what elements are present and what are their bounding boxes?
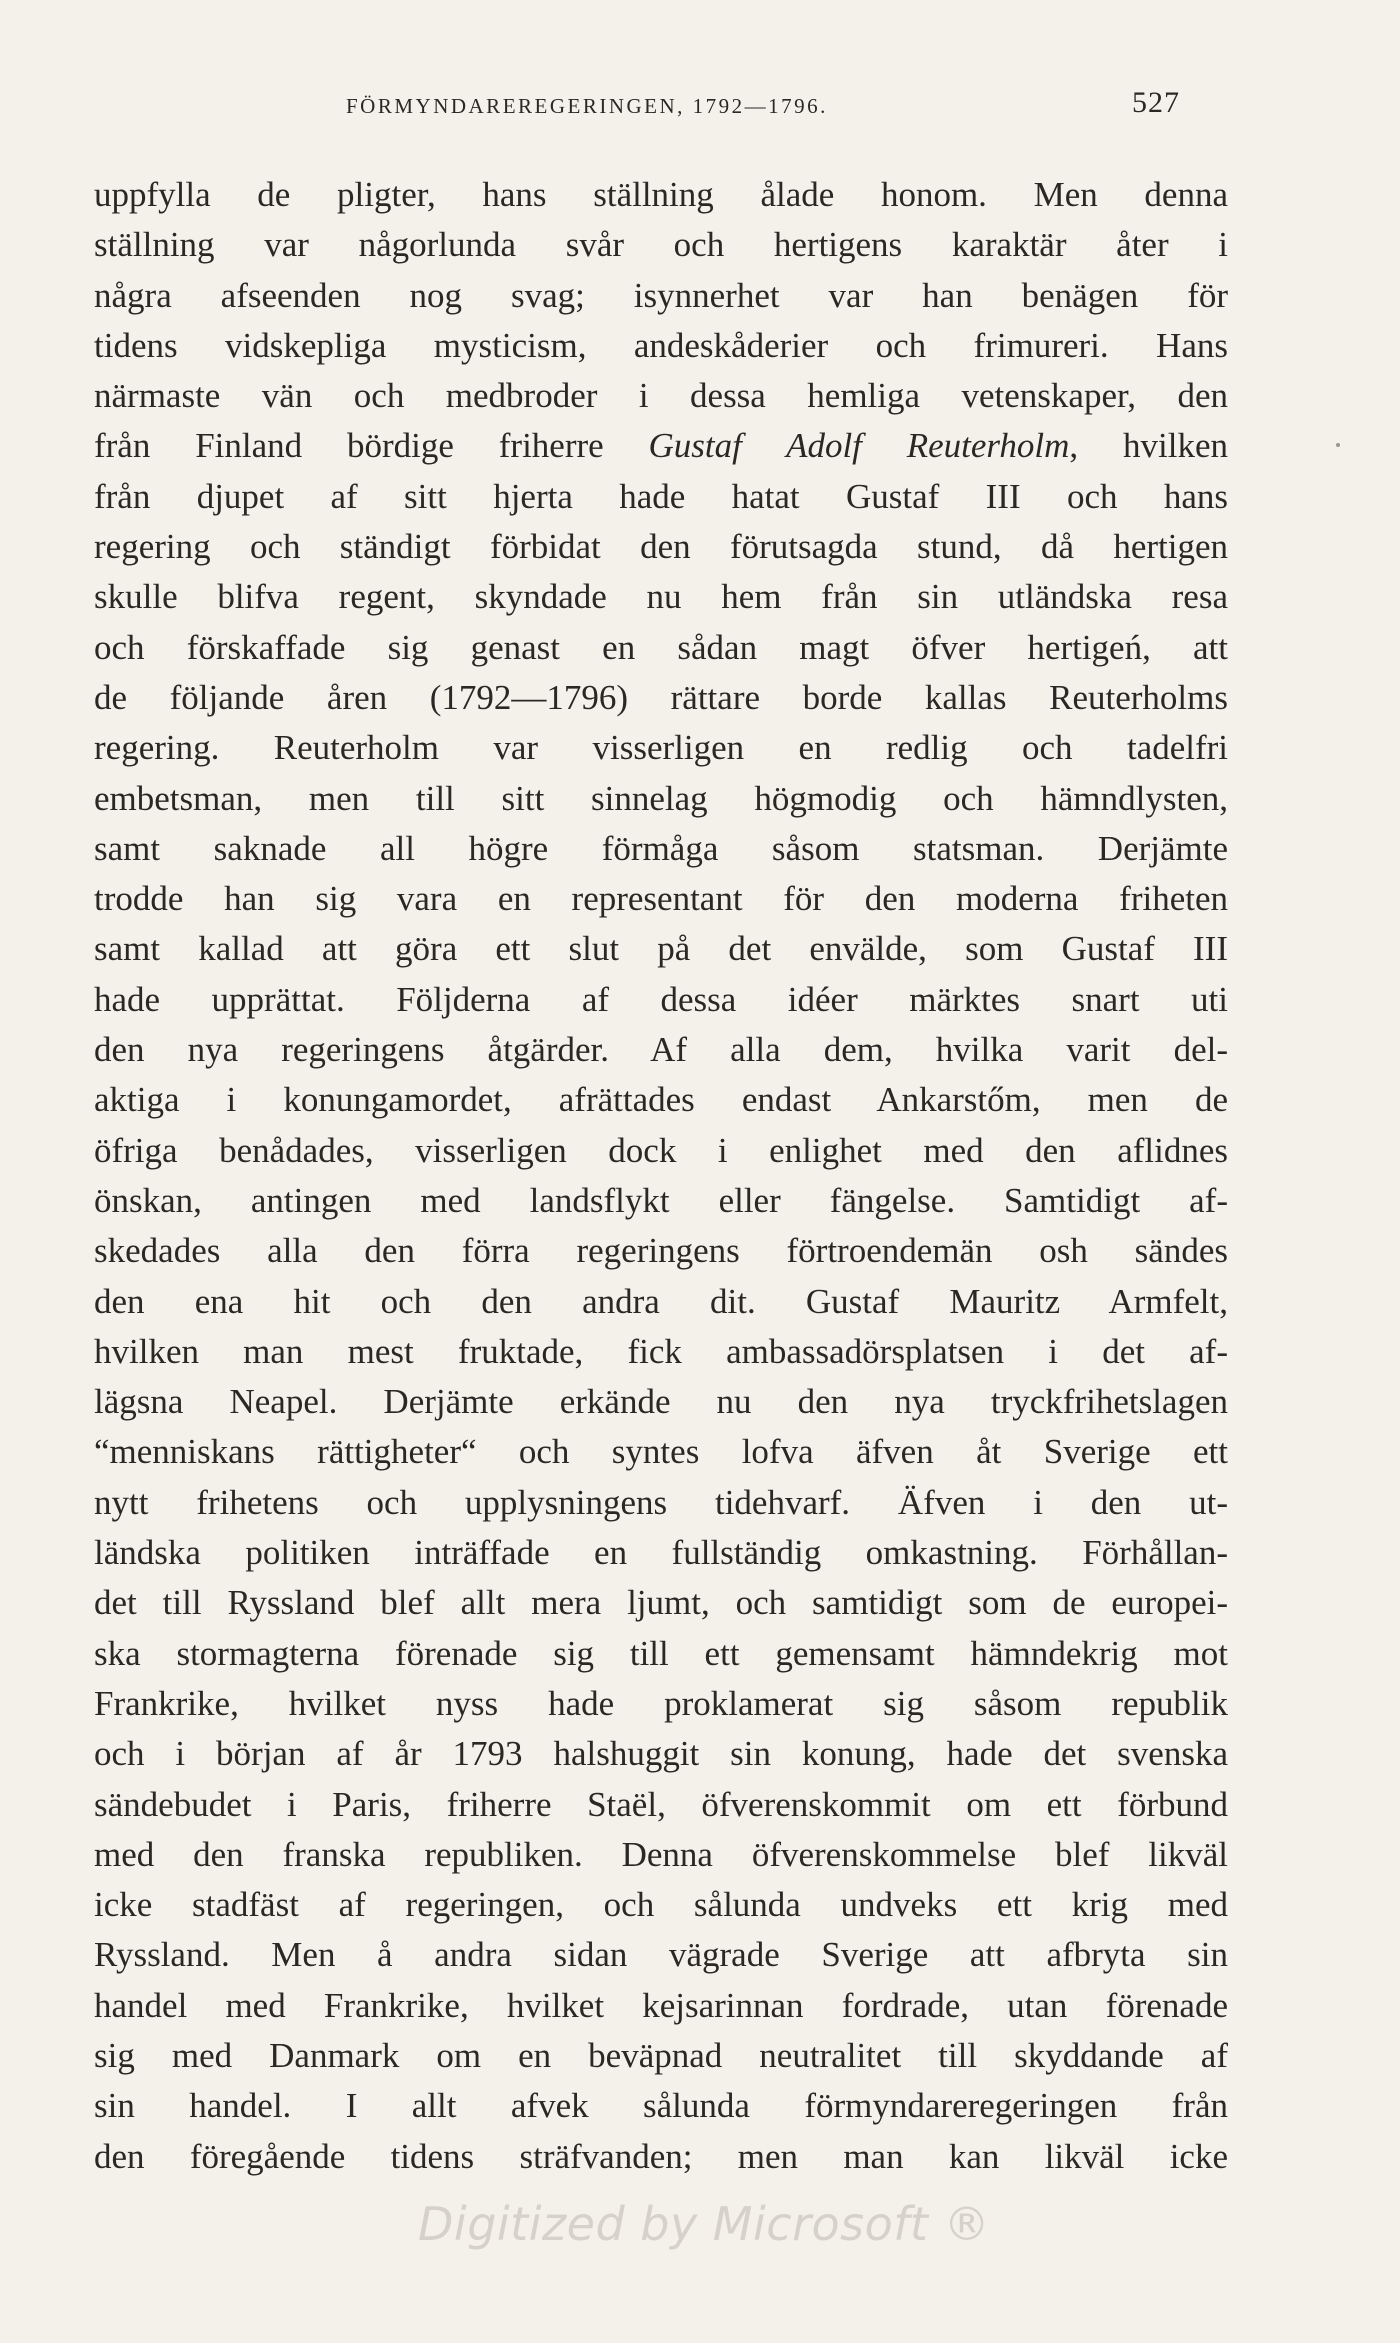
text-line: det till Ryssland blef allt mera ljumt, och samtidigt som de europei- <box>94 1583 1228 1623</box>
text-line: ländska politiken inträffade en fullständig omkastning. Förhållan- <box>94 1533 1228 1573</box>
text-line: ställning var någorlunda svår och hertigens karaktär åter i <box>94 225 1228 265</box>
digitization-watermark: Digitized by Microsoft ® <box>418 2197 991 2251</box>
text-line: de följande åren (1792—1796) rättare borde kallas Reuterholms <box>94 677 1228 717</box>
text-line: sin handel. I allt afvek sålunda förmyndareregeringen från <box>94 2086 1228 2126</box>
text-line: den nya regeringens åtgärder. Af alla dem, hvilka varit del- <box>94 1030 1228 1070</box>
text-line: hvilken man mest fruktade, fick ambassadörsplatsen i det af- <box>94 1331 1228 1371</box>
text-line: Frankrike, hvilket nyss hade proklamerat sig såsom republik <box>94 1683 1228 1723</box>
running-header: FÖRMYNDAREREGERINGEN, 1792—1796. <box>346 94 828 118</box>
text-line: närmaste vän och medbroder i dessa hemliga vetenskaper, den <box>94 376 1228 416</box>
text-line: trodde han sig vara en representant för den moderna friheten <box>94 879 1228 919</box>
text-line: samt kallad att göra ett slut på det envälde, som Gustaf III <box>94 929 1228 969</box>
text-line: “menniskans rättigheter“ och syntes lofva äfven åt Sverige ett <box>94 1432 1228 1472</box>
text-line: skulle blifva regent, skyndade nu hem från sin utländska resa <box>94 577 1228 617</box>
text-line: lägsna Neapel. Derjämte erkände nu den nya tryckfrihetslagen <box>94 1382 1228 1422</box>
text-line: tidens vidskepliga mysticism, andeskåderier och frimureri. Hans <box>94 325 1228 365</box>
body-text <box>94 170 1228 2182</box>
text-line: hade upprättat. Följderna af dessa idéer märktes snart uti <box>94 979 1228 1019</box>
text-line: regering. Reuterholm var visserligen en redlig och tadelfri <box>94 728 1228 768</box>
text-line: sändebudet i Paris, friherre Staël, öfverenskommit om ett förbund <box>94 1784 1228 1824</box>
text-line: uppfylla de pligter, hans ställning ålade honom. Men denna <box>94 175 1228 214</box>
stray-ink-mark <box>1336 443 1340 447</box>
text-line: regering och ständigt förbidat den förutsagda stund, då hertigen <box>94 527 1228 567</box>
text-line: Ryssland. Men å andra sidan vägrade Sverige att afbryta sin <box>94 1935 1228 1975</box>
text-line: handel med Frankrike, hvilket kejsarinnan fordrade, utan förenade <box>94 1985 1228 2025</box>
text-line: den föregående tidens sträfvanden; men man kan likväl icke <box>94 2136 1228 2176</box>
text-line: önskan, antingen med landsflykt eller fängelse. Samtidigt af- <box>94 1180 1228 1220</box>
text-line: samt saknade all högre förmåga såsom statsman. Derjämte <box>94 828 1228 868</box>
text-line: ska stormagterna förenade sig till ett gemensamt hämndekrig mot <box>94 1633 1228 1673</box>
text-line: och förskaffade sig genast en sådan magt öfver hertigeń, att <box>94 627 1228 667</box>
text-line: öfriga benådades, visserligen dock i enlighet med den aflidnes <box>94 1130 1228 1170</box>
italic-personal-name: Gustaf Adolf Reuterholm <box>648 426 1070 466</box>
text-line: icke stadfäst af regeringen, och sålunda undveks ett krig med <box>94 1885 1228 1925</box>
text-line: från djupet af sitt hjerta hade hatat Gustaf III och hans <box>94 476 1228 516</box>
page-number: 527 <box>1132 86 1180 119</box>
text-line: aktiga i konungamordet, afrättades endast Ankarstőm, men de <box>94 1080 1228 1120</box>
text-line: skedades alla den förra regeringens förtroendemän osh sändes <box>94 1231 1228 1271</box>
text-line: sig med Danmark om en beväpnad neutralitet till skyddande af <box>94 2035 1228 2075</box>
text-line: den ena hit och den andra dit. Gustaf Mauritz Armfelt, <box>94 1281 1228 1321</box>
text-line-with-name: från Finland bördige friherre Gustaf Adolf Reuterholm, hvilken <box>94 426 1228 466</box>
text-line: och i början af år 1793 halshuggit sin konung, hade det svenska <box>94 1734 1228 1774</box>
text-line: embetsman, men till sitt sinnelag högmodig och hämndlysten, <box>94 778 1228 818</box>
text-line: nytt frihetens och upplysningens tidehvarf. Äfven i den ut- <box>94 1482 1228 1522</box>
text-line: med den franska republiken. Denna öfverenskommelse blef likväl <box>94 1834 1228 1874</box>
text-line: några afseenden nog svag; isynnerhet var han benägen för <box>94 275 1228 315</box>
